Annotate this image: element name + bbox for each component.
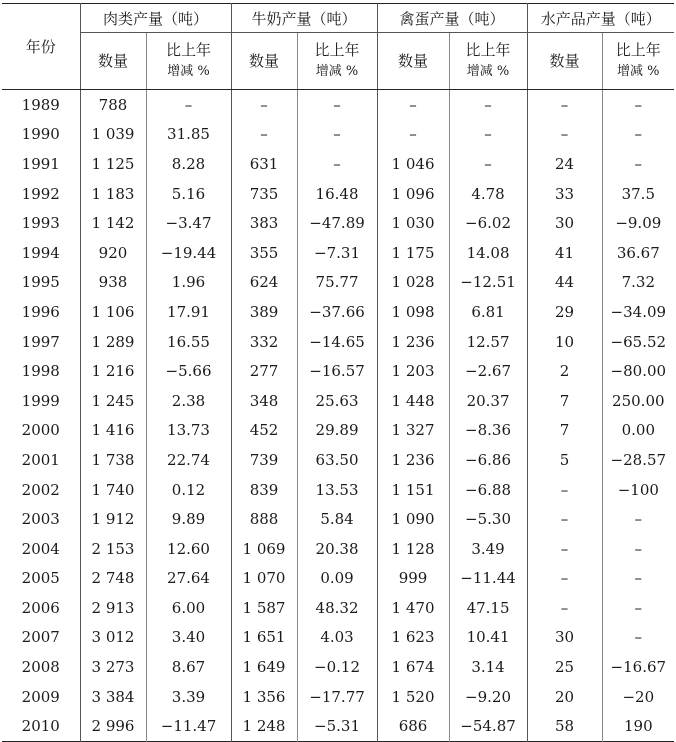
meat-quantity-cell: 1 912 <box>80 504 146 534</box>
aquatic-quantity-cell: 58 <box>527 711 602 741</box>
table-row <box>2 356 674 386</box>
egg-group-header: 禽蛋产量（吨） <box>377 4 527 33</box>
aquatic-quantity-cell: – <box>527 120 602 150</box>
milk-change-cell: 16.48 <box>297 179 377 209</box>
aquatic-change-cell: 0.00 <box>602 416 674 446</box>
year-cell: 1989 <box>21 95 60 114</box>
table-row <box>2 475 674 505</box>
aquatic-change-cell: 250.00 <box>602 386 674 416</box>
egg-quantity-cell: 1 175 <box>377 238 449 268</box>
egg-quantity-cell: 1 096 <box>377 179 449 209</box>
milk-change-cell: 63.50 <box>297 445 377 475</box>
milk-quantity-cell: 624 <box>231 268 297 298</box>
egg-change-cell: – <box>449 149 527 179</box>
milk-quantity-cell: 1 649 <box>231 652 297 682</box>
year-cell: 1998 <box>21 362 60 381</box>
aquatic-change-cell: −100 <box>602 475 674 505</box>
meat-change-cell: 9.89 <box>146 504 231 534</box>
aquatic-quantity-cell: – <box>527 475 602 505</box>
meat-change-cell: −5.66 <box>146 356 231 386</box>
aquatic-change-cell: −65.52 <box>602 327 674 357</box>
aquatic-quantity-cell: 25 <box>527 652 602 682</box>
milk-change-cell: 0.09 <box>297 564 377 594</box>
egg-quantity-cell: 1 151 <box>377 475 449 505</box>
aquatic-change-cell: – <box>602 534 674 564</box>
table-row <box>2 652 674 682</box>
meat-change-cell: 22.74 <box>146 445 231 475</box>
aquatic-quantity-cell: – <box>527 593 602 623</box>
table-row <box>2 120 674 150</box>
egg-change-cell: −12.51 <box>449 268 527 298</box>
egg-change-cell: −9.20 <box>449 682 527 712</box>
aquatic-change-cell: – <box>602 149 674 179</box>
egg-quantity-cell: 1 674 <box>377 652 449 682</box>
milk-quantity-cell: 1 587 <box>231 593 297 623</box>
aquatic-quantity-cell: 7 <box>527 386 602 416</box>
milk-change-cell: −7.31 <box>297 238 377 268</box>
table-row <box>2 386 674 416</box>
meat-quantity-cell: 3 384 <box>80 682 146 712</box>
aquatic-change-cell: – <box>602 593 674 623</box>
meat-change-cell: 31.85 <box>146 120 231 150</box>
aquatic-quantity-cell: 30 <box>527 208 602 238</box>
milk-quantity-cell: 739 <box>231 445 297 475</box>
aquatic-change-cell: −34.09 <box>602 297 674 327</box>
milk-quantity-cell: 1 248 <box>231 711 297 741</box>
milk-quantity-cell: 1 356 <box>231 682 297 712</box>
egg-quantity-cell: 1 236 <box>377 445 449 475</box>
table-row <box>2 297 674 327</box>
meat-change-cell: 3.39 <box>146 682 231 712</box>
production-table <box>2 3 674 742</box>
milk-change-cell: −16.57 <box>297 356 377 386</box>
meat-change-cell: 1.96 <box>146 268 231 298</box>
table-row <box>2 682 674 712</box>
milk-quantity-cell: 277 <box>231 356 297 386</box>
aquatic-change-cell: – <box>602 120 674 150</box>
milk-quantity-cell: 888 <box>231 504 297 534</box>
milk-change-cell: 29.89 <box>297 416 377 446</box>
meat-quantity-cell: 938 <box>80 268 146 298</box>
aquatic-change-cell: – <box>602 90 674 120</box>
egg-change-cell: – <box>449 120 527 150</box>
egg-change-cell: −8.36 <box>449 416 527 446</box>
meat-quantity-cell: 1 039 <box>80 120 146 150</box>
milk-group-header: 牛奶产量（吨） <box>231 4 377 33</box>
aquatic-change-cell: – <box>602 564 674 594</box>
year-cell: 2009 <box>21 687 60 706</box>
year-cell: 2007 <box>21 628 60 647</box>
aquatic-change-cell: −16.67 <box>602 652 674 682</box>
egg-quantity-cell: 686 <box>377 711 449 741</box>
egg-change-cell: 4.78 <box>449 179 527 209</box>
meat-quantity-cell: 1 416 <box>80 416 146 446</box>
table-row <box>2 593 674 623</box>
meat-quantity-cell: 920 <box>80 238 146 268</box>
table-row <box>2 445 674 475</box>
year-cell: 1996 <box>21 302 60 321</box>
egg-change-cell: −54.87 <box>449 711 527 741</box>
meat-change-cell: 6.00 <box>146 593 231 623</box>
aquatic-group-header: 水产品产量（吨） <box>527 4 674 33</box>
aquatic-change-cell: 7.32 <box>602 268 674 298</box>
milk-change-cell: 75.77 <box>297 268 377 298</box>
milk-change-cell: −47.89 <box>297 208 377 238</box>
meat-change-cell: 8.28 <box>146 149 231 179</box>
table-row <box>2 623 674 653</box>
table-row <box>2 149 674 179</box>
milk-change-cell: 25.63 <box>297 386 377 416</box>
egg-quantity-cell: 1 520 <box>377 682 449 712</box>
year-cell: 2005 <box>21 569 60 588</box>
year-cell: 1993 <box>21 214 60 233</box>
aquatic-quantity-cell: 10 <box>527 327 602 357</box>
year-cell: 1997 <box>21 332 60 351</box>
meat-quantity-cell: 1 106 <box>80 297 146 327</box>
meat-change-cell: – <box>146 90 231 120</box>
meat-group-header: 肉类产量（吨） <box>80 4 231 33</box>
aquatic-quantity-cell: 20 <box>527 682 602 712</box>
table-row <box>2 90 674 120</box>
milk-quantity-cell: 1 651 <box>231 623 297 653</box>
egg-change-cell: 3.49 <box>449 534 527 564</box>
year-cell: 1995 <box>21 273 60 292</box>
egg-quantity-cell: 1 098 <box>377 297 449 327</box>
milk-quantity-cell: 1 070 <box>231 564 297 594</box>
table-row <box>2 208 674 238</box>
year-cell: 2006 <box>21 598 60 617</box>
milk-quantity-cell: 1 069 <box>231 534 297 564</box>
meat-change-cell: 17.91 <box>146 297 231 327</box>
aquatic-quantity-cell: 5 <box>527 445 602 475</box>
milk-change-cell: – <box>297 120 377 150</box>
egg-quantity-cell: – <box>377 120 449 150</box>
aquatic-change-cell: −9.09 <box>602 208 674 238</box>
milk-quantity-cell: 332 <box>231 327 297 357</box>
aquatic-change-cell: −28.57 <box>602 445 674 475</box>
table-row <box>2 564 674 594</box>
meat-change-cell: −3.47 <box>146 208 231 238</box>
aquatic-change-cell: −80.00 <box>602 356 674 386</box>
meat-quantity-cell: 788 <box>80 90 146 120</box>
milk-change-cell: −5.31 <box>297 711 377 741</box>
table-row <box>2 504 674 534</box>
meat-change-cell: 8.67 <box>146 652 231 682</box>
table-row <box>2 179 674 209</box>
meat-quantity-cell: 1 740 <box>80 475 146 505</box>
egg-change-cell: 6.81 <box>449 297 527 327</box>
egg-change-cell: 47.15 <box>449 593 527 623</box>
milk-change-cell: – <box>297 149 377 179</box>
aquatic-change-cell: 37.5 <box>602 179 674 209</box>
egg-change-cell: −6.86 <box>449 445 527 475</box>
meat-quantity-cell: 3 273 <box>80 652 146 682</box>
milk-change-cell: 13.53 <box>297 475 377 505</box>
aquatic-quantity-cell: – <box>527 90 602 120</box>
milk-quantity-cell: 355 <box>231 238 297 268</box>
egg-change-cell: −11.44 <box>449 564 527 594</box>
meat-quantity-cell: 2 748 <box>80 564 146 594</box>
meat-quantity-cell: 1 142 <box>80 208 146 238</box>
milk-quantity-header: 数量 <box>231 33 297 90</box>
year-cell: 2001 <box>21 450 60 469</box>
milk-change-cell: −0.12 <box>297 652 377 682</box>
egg-change-cell: −6.02 <box>449 208 527 238</box>
meat-change-cell: 2.38 <box>146 386 231 416</box>
aquatic-quantity-cell: 29 <box>527 297 602 327</box>
year-cell: 1994 <box>21 243 60 262</box>
milk-quantity-cell: 348 <box>231 386 297 416</box>
egg-quantity-cell: 1 028 <box>377 268 449 298</box>
aquatic-quantity-header: 数量 <box>527 33 602 90</box>
egg-change-cell: −5.30 <box>449 504 527 534</box>
egg-quantity-cell: 1 046 <box>377 149 449 179</box>
table-row <box>2 534 674 564</box>
egg-change-cell: −6.88 <box>449 475 527 505</box>
milk-change-cell: 48.32 <box>297 593 377 623</box>
egg-quantity-cell: 1 327 <box>377 416 449 446</box>
aquatic-change-cell: −20 <box>602 682 674 712</box>
aquatic-quantity-cell: – <box>527 504 602 534</box>
milk-quantity-cell: 839 <box>231 475 297 505</box>
egg-quantity-cell: 1 448 <box>377 386 449 416</box>
year-cell: 1999 <box>21 391 60 410</box>
milk-change-cell: 4.03 <box>297 623 377 653</box>
meat-quantity-header: 数量 <box>80 33 146 90</box>
meat-quantity-cell: 1 245 <box>80 386 146 416</box>
egg-change-cell: 10.41 <box>449 623 527 653</box>
aquatic-change-cell: – <box>602 504 674 534</box>
egg-change-cell: – <box>449 90 527 120</box>
year-cell: 1991 <box>21 154 60 173</box>
meat-change-cell: −11.47 <box>146 711 231 741</box>
meat-change-header: 比上年 增减 % <box>146 33 231 90</box>
egg-change-cell: −2.67 <box>449 356 527 386</box>
egg-quantity-cell: 1 090 <box>377 504 449 534</box>
milk-quantity-cell: 735 <box>231 179 297 209</box>
meat-change-cell: 3.40 <box>146 623 231 653</box>
year-cell: 2010 <box>21 717 60 736</box>
aquatic-quantity-cell: 41 <box>527 238 602 268</box>
milk-quantity-cell: – <box>231 120 297 150</box>
year-cell: 2002 <box>21 480 60 499</box>
table-row <box>2 327 674 357</box>
meat-quantity-cell: 2 996 <box>80 711 146 741</box>
milk-change-cell: 20.38 <box>297 534 377 564</box>
aquatic-change-cell: 190 <box>602 711 674 741</box>
egg-quantity-cell: 1 030 <box>377 208 449 238</box>
egg-quantity-cell: 1 470 <box>377 593 449 623</box>
aquatic-change-cell: 36.67 <box>602 238 674 268</box>
table-row <box>2 238 674 268</box>
milk-quantity-cell: 383 <box>231 208 297 238</box>
meat-change-cell: 0.12 <box>146 475 231 505</box>
year-cell: 2004 <box>21 539 60 558</box>
egg-quantity-cell: 1 128 <box>377 534 449 564</box>
egg-quantity-cell: – <box>377 90 449 120</box>
milk-change-cell: −14.65 <box>297 327 377 357</box>
egg-quantity-cell: 1 203 <box>377 356 449 386</box>
meat-change-cell: 12.60 <box>146 534 231 564</box>
meat-quantity-cell: 1 289 <box>80 327 146 357</box>
table-row <box>2 416 674 446</box>
aquatic-quantity-cell: – <box>527 534 602 564</box>
milk-change-cell: – <box>297 90 377 120</box>
milk-change-cell: −37.66 <box>297 297 377 327</box>
egg-change-cell: 12.57 <box>449 327 527 357</box>
aquatic-quantity-cell: – <box>527 564 602 594</box>
meat-quantity-cell: 1 216 <box>80 356 146 386</box>
egg-change-header: 比上年 增减 % <box>449 33 527 90</box>
egg-quantity-cell: 1 623 <box>377 623 449 653</box>
milk-change-cell: −17.77 <box>297 682 377 712</box>
year-cell: 2008 <box>21 658 60 677</box>
meat-quantity-cell: 2 913 <box>80 593 146 623</box>
meat-change-cell: −19.44 <box>146 238 231 268</box>
meat-quantity-cell: 2 153 <box>80 534 146 564</box>
egg-change-cell: 14.08 <box>449 238 527 268</box>
egg-change-cell: 20.37 <box>449 386 527 416</box>
year-cell: 1990 <box>21 125 60 144</box>
egg-quantity-cell: 1 236 <box>377 327 449 357</box>
meat-quantity-cell: 1 738 <box>80 445 146 475</box>
milk-change-cell: 5.84 <box>297 504 377 534</box>
egg-change-cell: 3.14 <box>449 652 527 682</box>
milk-quantity-cell: 452 <box>231 416 297 446</box>
aquatic-quantity-cell: 24 <box>527 149 602 179</box>
meat-change-cell: 5.16 <box>146 179 231 209</box>
meat-quantity-cell: 1 183 <box>80 179 146 209</box>
aquatic-quantity-cell: 2 <box>527 356 602 386</box>
table-row <box>2 711 674 741</box>
milk-quantity-cell: – <box>231 90 297 120</box>
year-header: 年份 <box>2 4 80 90</box>
milk-quantity-cell: 389 <box>231 297 297 327</box>
table-body <box>2 90 674 742</box>
year-cell: 1992 <box>21 184 60 203</box>
year-cell: 2000 <box>21 421 60 440</box>
meat-quantity-cell: 3 012 <box>80 623 146 653</box>
aquatic-quantity-cell: 30 <box>527 623 602 653</box>
egg-quantity-cell: 999 <box>377 564 449 594</box>
aquatic-quantity-cell: 44 <box>527 268 602 298</box>
milk-quantity-cell: 631 <box>231 149 297 179</box>
egg-quantity-header: 数量 <box>377 33 449 90</box>
year-cell: 2003 <box>21 510 60 529</box>
meat-change-cell: 27.64 <box>146 564 231 594</box>
meat-change-cell: 13.73 <box>146 416 231 446</box>
aquatic-quantity-cell: 33 <box>527 179 602 209</box>
aquatic-quantity-cell: 7 <box>527 416 602 446</box>
aquatic-change-cell: – <box>602 623 674 653</box>
milk-change-header: 比上年 增减 % <box>297 33 377 90</box>
aquatic-change-header: 比上年 增减 % <box>602 33 674 90</box>
table-row <box>2 268 674 298</box>
meat-change-cell: 16.55 <box>146 327 231 357</box>
meat-quantity-cell: 1 125 <box>80 149 146 179</box>
